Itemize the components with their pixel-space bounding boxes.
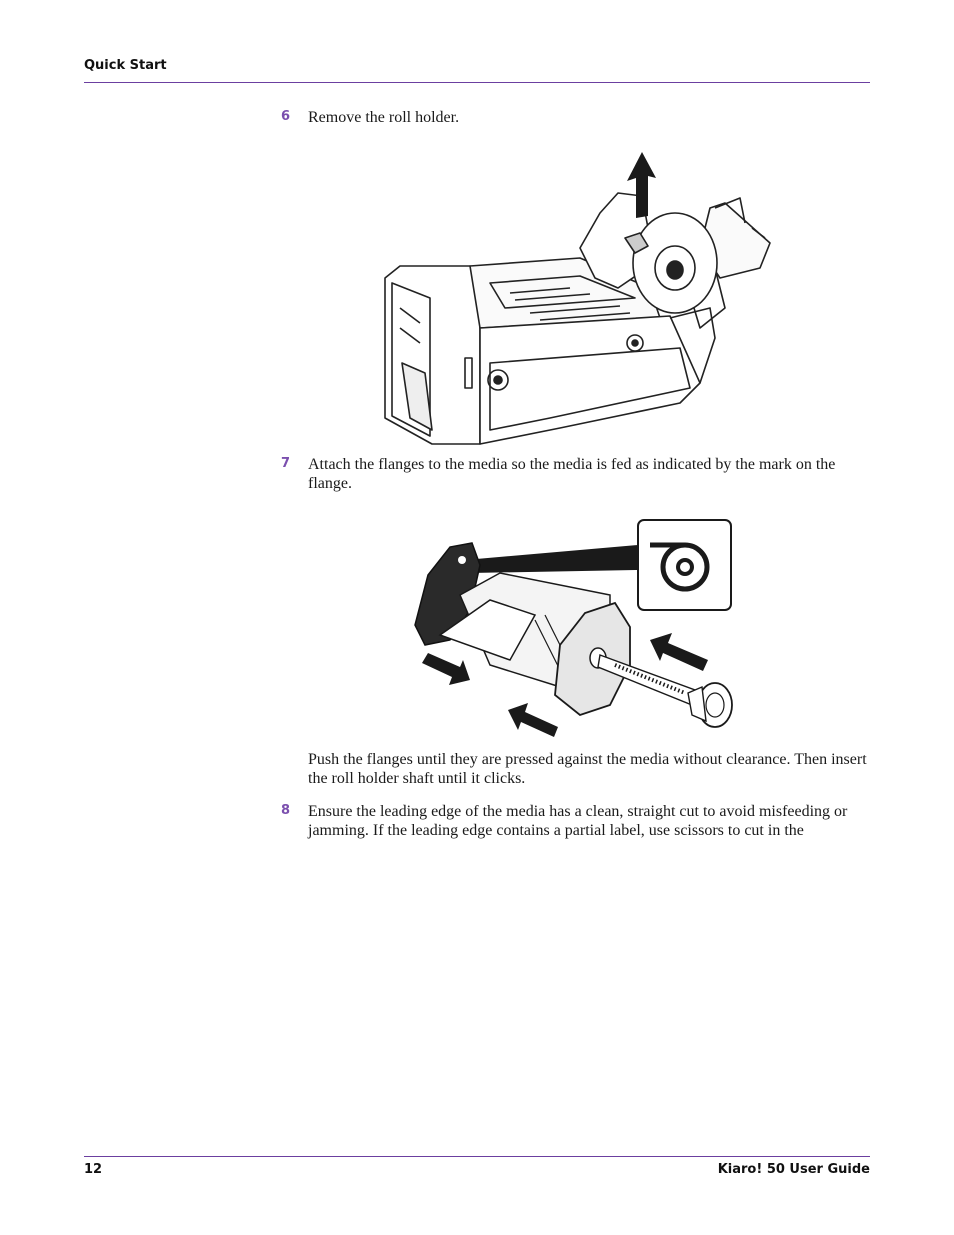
step-number: 7 [281,456,291,471]
step-text: Remove the roll holder. [308,109,460,126]
step-text: Ensure the leading edge of the media has a clean, straight cut to avoid misfeeding or jamming. If the leading edge contains a partial label, use scissors to cut in the [308,803,848,839]
roll-holder-removal-illustration [380,148,780,448]
step-number: 8 [281,803,291,818]
page-number: 12 [84,1162,103,1177]
flange-attachment-illustration [410,515,740,740]
header-rule [84,82,870,83]
step-number: 6 [281,109,291,124]
step-text: Attach the flanges to the media so the media is fed as indicated by the mark on the flange. [308,456,836,492]
page-header-title: Quick Start [84,58,167,73]
guide-title: Kiaro! 50 User Guide [717,1162,870,1177]
step-followup-text: Push the flanges until they are pressed against the media without clearance. Then insert the roll holder shaft until it clicks. [308,751,867,787]
footer-rule [84,1156,870,1157]
